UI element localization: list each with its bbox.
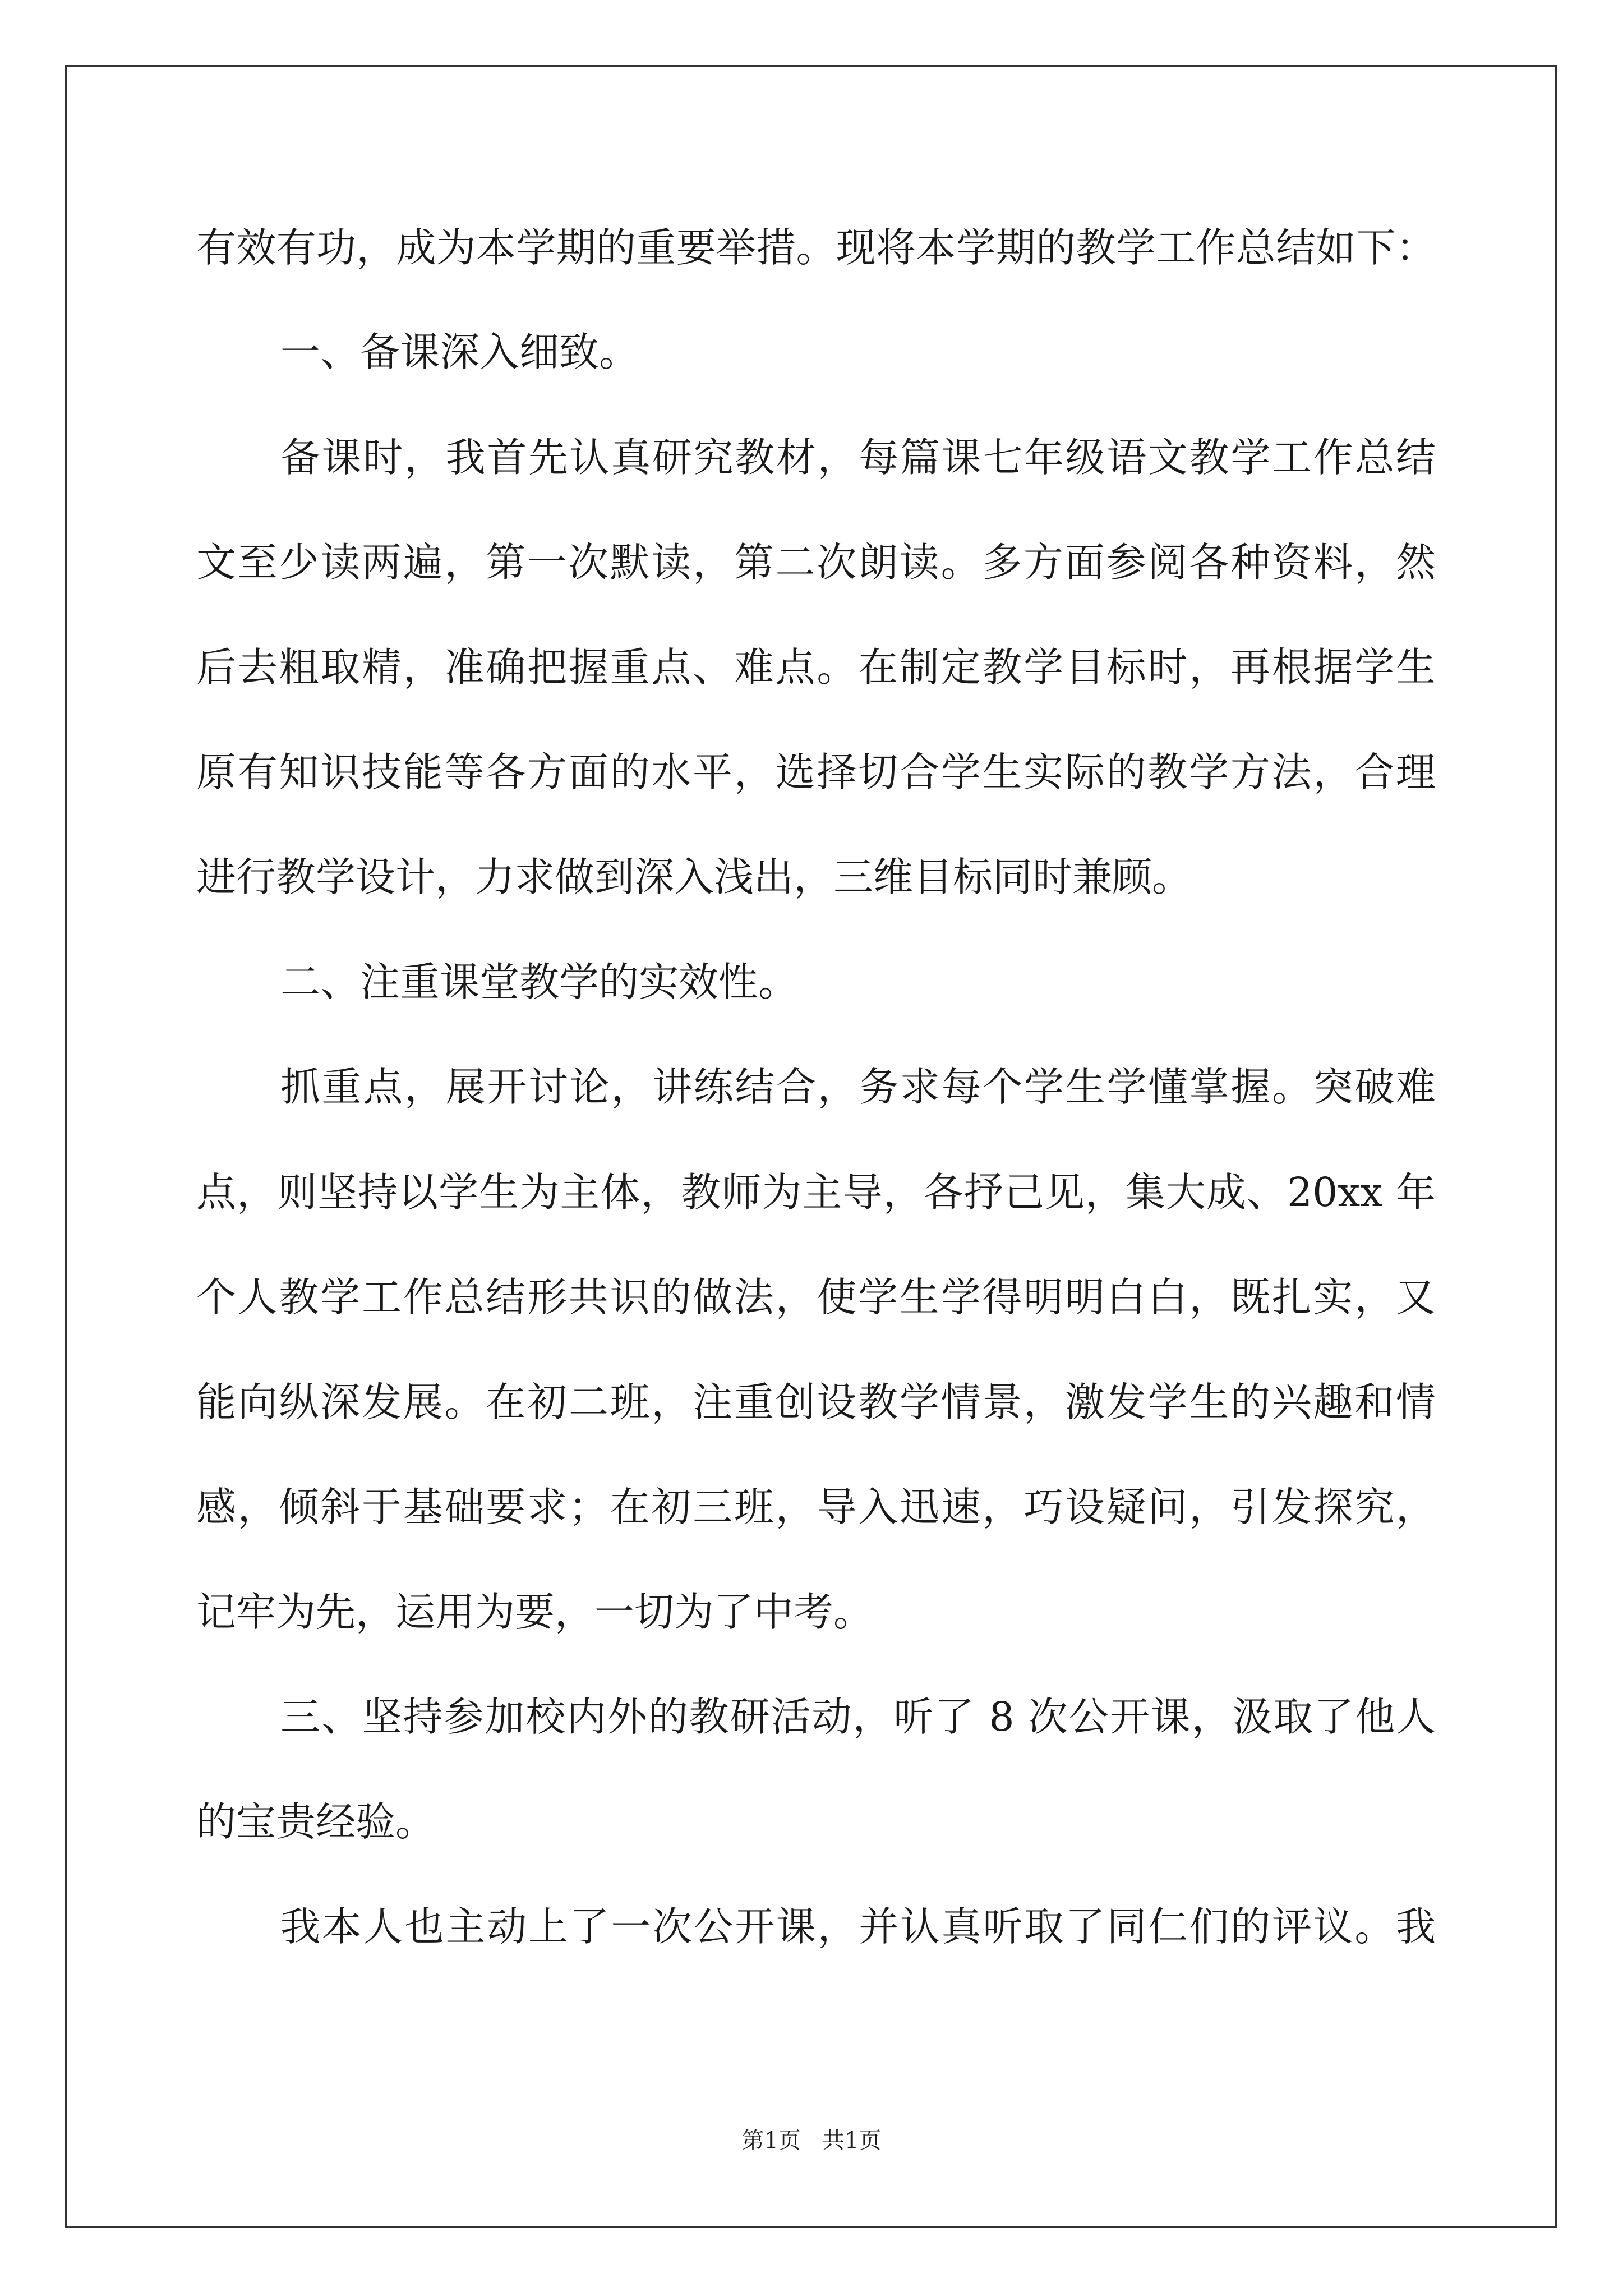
body-line-11: 个人教学工作总结形共识的做法，使学生学得明明白白，既扎实，又 [196, 1274, 1436, 1320]
body-line-5: 后去粗取精，准确把握重点、难点。在制定教学目标时，再根据学生 [196, 644, 1436, 691]
body-line-12: 能向纵深发展。在初二班，注重创设教学情景，激发学生的兴趣和情 [196, 1379, 1436, 1425]
section-heading-3: 三、坚持参加校内外的教研活动，听了 8 次公开课，汲取了他人 [280, 1694, 1436, 1740]
body-line-10: 点，则坚持以学生为主体，教师为主导，各抒己见，集大成、20xx 年 [196, 1169, 1436, 1216]
body-line-17: 我本人也主动上了一次公开课，并认真听取了同仁们的评议。我 [280, 1903, 1436, 1950]
body-line-14: 记牢为先，运用为要，一切为了中考。 [196, 1589, 874, 1635]
body-line-3: 备课时，我首先认真研究教材，每篇课七年级语文教学工作总结 [280, 434, 1436, 481]
body-line-13: 感，倾斜于基础要求；在初三班，导入迅速，巧设疑问，引发探究， [196, 1484, 1436, 1530]
section-heading-2: 二、注重课堂教学的实效性。 [280, 959, 799, 1005]
body-line-9: 抓重点，展开讨论，讲练结合，务求每个学生学懂掌握。突破难 [280, 1064, 1436, 1110]
body-line-7: 进行教学设计，力求做到深入浅出，三维目标同时兼顾。 [196, 854, 1192, 900]
body-line-16: 的宝贵经验。 [196, 1798, 436, 1845]
section-heading-1: 一、备课深入细致。 [280, 329, 639, 375]
body-line-6: 原有知识技能等各方面的水平，选择切合学生实际的教学方法，合理 [196, 749, 1436, 795]
body-line-1: 有效有功，成为本学期的重要举措。现将本学期的教学工作总结如下： [196, 224, 1436, 271]
page-number-footer: 第1页 共1页 [741, 2128, 882, 2154]
body-line-4: 文至少读两遍，第一次默读，第二次朗读。多方面参阅各种资料，然 [196, 539, 1436, 586]
